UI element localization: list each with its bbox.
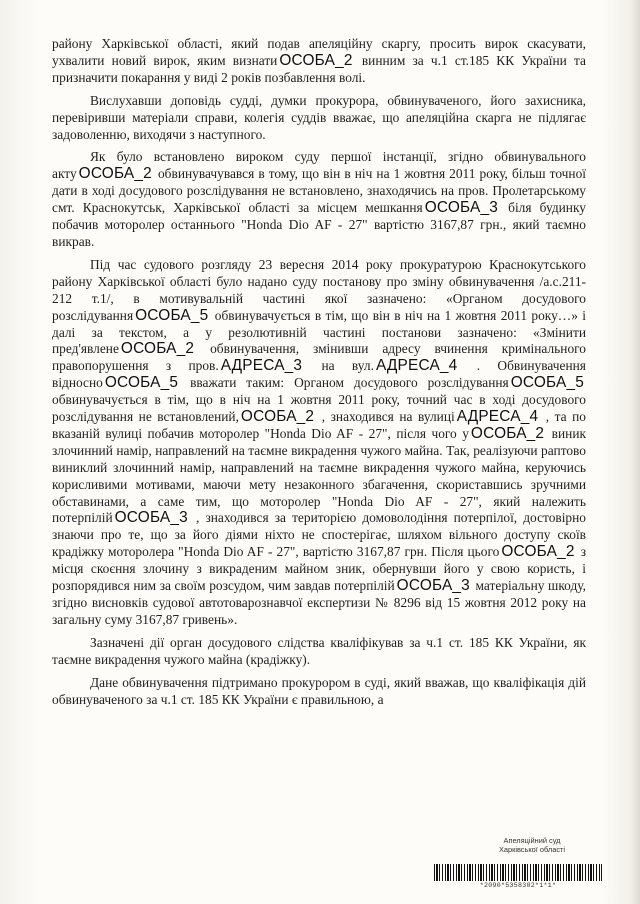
paragraph-p1 — [52, 36, 586, 87]
paragraph-p2 — [52, 93, 586, 144]
redacted-placeholder: ОСОБА_2 — [240, 408, 315, 426]
text-run: Дане обвинувачення підтримано прокурором в суді, який вважав, що кваліфікація дій обвинуваченого за ч.1 ст. 185 КК України є правильною, а — [52, 674, 586, 707]
text-run: вважати таким: Органом досудового розслідування — [190, 375, 509, 391]
text-run: Вислухавши доповідь судді, думки прокурора, обвинуваченого, його захисника, перевіривши матеріали справи, колегія суддів вважає, що апеляційна скарга не підлягає задоволенню, виходячи з наступного. — [52, 92, 586, 142]
redacted-placeholder: ОСОБА_2 — [501, 543, 575, 561]
text-run: обвинувачувався в тому, що він в ніч на 1 жовтня 2011 року, більш точної дати в ході досудового розслідування не встановлено, знаходячись на пров. Пролетарському смт. Краснокутськ, Харківської області за місцем мешкання — [52, 166, 586, 216]
redacted-placeholder: ОСОБА_3 — [396, 577, 470, 595]
redacted-placeholder: АДРЕСА_3 — [220, 357, 303, 375]
text-run: біля будинку побачив моторолер останнього "Honda Dio AF - 27" вартістю 3167,87 грн., який таємно викрав. — [52, 200, 586, 249]
text-run: обвинувачується в тім, що він в ніч на 1 жовтня 2011 року…» і далі за текстом, а у резолютивній частині постанови зазначено: «Змінити пред'явлене — [52, 307, 586, 357]
paragraph-p4 — [52, 257, 586, 629]
redacted-placeholder: ОСОБА_3 — [114, 509, 188, 527]
text-run: виник злочинний намір, направлений на таємне викрадення чужого майна. Так, реалізуючи раптово виниклий злочинний намір, направлений на таємне викрадення чужого майна, керуючись корисливими мотивами, маючи мету незаконного збагачення, скориставшись зручними обставинами, а саме тим, що мотоpoлер "Honda Dio AF - 27", який належить потерпілій — [52, 425, 586, 526]
paragraph-p3 — [52, 149, 586, 250]
barcode — [434, 864, 602, 881]
text-run: матеріальну шкоду, згідно висновків судової автотоварознавчої експертизи № 8296 від 15 жовтня 2012 року на загальну суму 3167,87 гривень». — [52, 578, 587, 627]
redacted-placeholder: ОСОБА_5 — [135, 306, 209, 324]
stamp-line-2: Харківської області — [498, 845, 566, 854]
text-run: обвинувачується в тім, що в ніч на 1 жовтня 2011 року, точний час в ході досудового розслідування не встановлений, — [52, 392, 586, 425]
text-run: . Обвинувачення відносно — [52, 358, 586, 391]
court-stamp — [470, 836, 594, 854]
redacted-placeholder: АДРЕСА_4 — [456, 408, 539, 426]
paragraph-p5 — [52, 635, 586, 669]
text-run: обвинувачення, змінивши адресу вчинення кримінального правопорушення з пров. — [52, 341, 586, 374]
redacted-placeholder: ОСОБА_5 — [510, 374, 584, 392]
redacted-placeholder: ОСОБА_3 — [424, 199, 498, 217]
redacted-placeholder: ОСОБА_2 — [120, 340, 195, 358]
redacted-placeholder: ОСОБА_5 — [104, 374, 179, 392]
page-edge-shadow — [630, 0, 640, 904]
text-run: Під час судового розгляду 23 вересня 2014 року прокуратурою Краснокутського району Харківської області було надано суду постанову про зміну обвинувачення /а.с.211-212 т.1/, в мотивувальній частині якої зазначено: «Органом досудового розслідування — [52, 256, 586, 323]
redacted-placeholder: АДРЕСА_4 — [375, 357, 458, 375]
barcode-number: *2090*5358302*1*1* — [479, 882, 557, 889]
paragraph-p6 — [52, 675, 586, 709]
redacted-placeholder: ОСОБА_2 — [78, 165, 152, 183]
text-run: на вул. — [321, 358, 374, 374]
redacted-placeholder: ОСОБА_2 — [279, 51, 353, 69]
text-run: , знаходився за територією домоволодіння потерпілої, достовірно знаючи про те, що за його діями ніхто не спостерігає, шляхом вільного доступу скоїв крадіжку мотоpoлера "Honda Dio AF - 27", вартістю 3167,87 грн. Після цього — [52, 510, 586, 560]
text-run: Як було встановлено вироком суду першої інстанції, згідно обвинувального акту — [52, 149, 586, 182]
text-run: Зазначені дії орган досудового слідства кваліфікував за ч.1 ст. 185 КК України, як таємне викрадення чужого майна (крадіжку). — [52, 634, 586, 667]
text-run: , знаходився на вулиці — [321, 409, 455, 425]
text-run: району Харківської області, який подав апеляційну скаргу, просить вирок скасувати, ухвалити новий вирок, яким визнати — [52, 36, 586, 68]
text-run: , та по вказаній вулиці побачив моторолер "Honda Dio AF - 27", після чого у — [52, 409, 586, 441]
redacted-placeholder: ОСОБА_2 — [470, 424, 545, 442]
text-run: винним за ч.1 ст.185 КК України та призначити покарання у виді 2 років позбавлення волі. — [52, 52, 586, 85]
text-run: з місця скоєння злочину з викраденим майном зник, обернувши його у свою користь, і розпорядився ним за своїм розсудом, чим завдав потерпілій — [52, 544, 586, 594]
stamp-line-1: Апеляційний суд — [503, 836, 561, 845]
document-body — [52, 36, 586, 708]
